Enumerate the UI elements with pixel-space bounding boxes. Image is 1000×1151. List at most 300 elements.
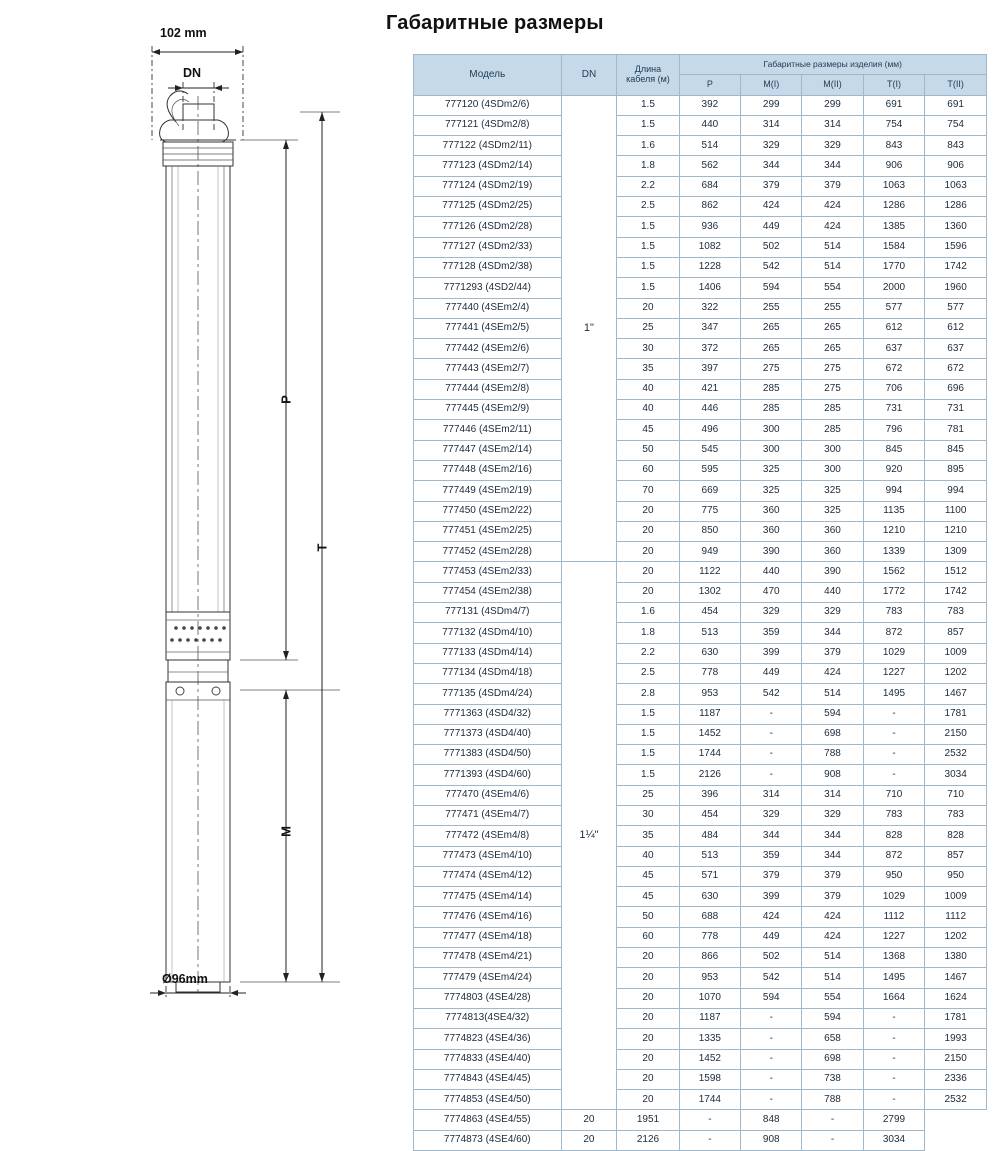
cell-m2: 379 bbox=[802, 643, 863, 663]
cell-t2: 1781 bbox=[925, 1008, 987, 1028]
cell-p: 571 bbox=[679, 866, 741, 886]
cell-m1: - bbox=[741, 1049, 802, 1069]
cell-m2: 379 bbox=[802, 887, 863, 907]
cell-cable-length: 25 bbox=[617, 318, 679, 338]
cell-m2: 848 bbox=[741, 1110, 802, 1130]
cell-cable-length: 35 bbox=[617, 826, 679, 846]
cell-t2: 1360 bbox=[925, 217, 987, 237]
cell-t1: 1227 bbox=[863, 663, 925, 683]
table-row bbox=[414, 927, 987, 947]
cell-model: 777471 (4SEm4/7) bbox=[414, 805, 562, 825]
table-row bbox=[414, 582, 987, 602]
cell-m1: 329 bbox=[741, 136, 802, 156]
cell-t1: 1063 bbox=[863, 176, 925, 196]
cell-model: 777472 (4SEm4/8) bbox=[414, 826, 562, 846]
cell-model: 777133 (4SDm4/14) bbox=[414, 643, 562, 663]
cell-m2: 788 bbox=[802, 745, 863, 765]
cell-model: 777445 (4SEm2/9) bbox=[414, 400, 562, 420]
cell-m2: 908 bbox=[741, 1130, 802, 1150]
table-row bbox=[414, 1130, 987, 1150]
pump-drawing-svg bbox=[0, 0, 380, 1000]
cell-dn-group: 1¼" bbox=[561, 562, 617, 1110]
cell-t2: 845 bbox=[925, 440, 987, 460]
cell-cable-length: 1.5 bbox=[617, 95, 679, 115]
cell-m1: - bbox=[741, 1090, 802, 1110]
cell-t1: - bbox=[863, 1069, 925, 1089]
cell-m2: 424 bbox=[802, 907, 863, 927]
cell-t1: 1368 bbox=[863, 948, 925, 968]
cell-m1: 399 bbox=[741, 643, 802, 663]
cell-t2: 710 bbox=[925, 785, 987, 805]
cell-t2: 2336 bbox=[925, 1069, 987, 1089]
cell-t1: 1495 bbox=[863, 968, 925, 988]
dim-label-m: M bbox=[278, 826, 294, 837]
table-row bbox=[414, 805, 987, 825]
cell-cable-length: 1.5 bbox=[617, 745, 679, 765]
cell-model: 777450 (4SEm2/22) bbox=[414, 501, 562, 521]
cell-t1: 1584 bbox=[863, 237, 925, 257]
table-row bbox=[414, 521, 987, 541]
cell-m1: - bbox=[741, 745, 802, 765]
cell-p: 421 bbox=[679, 379, 741, 399]
cell-t2: 1742 bbox=[925, 257, 987, 277]
cell-t2: 696 bbox=[925, 379, 987, 399]
cell-t1: 2000 bbox=[863, 278, 925, 298]
cell-t2: 781 bbox=[925, 420, 987, 440]
cell-model: 777128 (4SDm2/38) bbox=[414, 257, 562, 277]
cell-cable-length: 1.5 bbox=[617, 765, 679, 785]
cell-cable-length: 50 bbox=[617, 440, 679, 460]
header-dimensions-group: Габаритные размеры изделия (мм) bbox=[679, 55, 986, 75]
cell-m1: 440 bbox=[741, 562, 802, 582]
cell-cable-length: 30 bbox=[617, 805, 679, 825]
cell-m2: 265 bbox=[802, 318, 863, 338]
cell-cable-length: 20 bbox=[617, 948, 679, 968]
cell-model: 777479 (4SEm4/24) bbox=[414, 968, 562, 988]
cell-m2: 344 bbox=[802, 623, 863, 643]
table-row bbox=[414, 278, 987, 298]
cell-t1: 1286 bbox=[863, 197, 925, 217]
cell-m1: 360 bbox=[741, 521, 802, 541]
cell-model: 7774803 (4SE4/28) bbox=[414, 988, 562, 1008]
cell-t2: 1202 bbox=[925, 927, 987, 947]
cell-t1: - bbox=[863, 1090, 925, 1110]
cell-t2: 1009 bbox=[925, 887, 987, 907]
cell-cable-length: 1.5 bbox=[617, 115, 679, 135]
cell-m1: 359 bbox=[741, 623, 802, 643]
cell-m1: 325 bbox=[741, 460, 802, 480]
cell-cable-length: 20 bbox=[617, 968, 679, 988]
cell-p: 454 bbox=[679, 805, 741, 825]
cell-t1: 1562 bbox=[863, 562, 925, 582]
cell-t2: 950 bbox=[925, 866, 987, 886]
cell-m2: 314 bbox=[802, 115, 863, 135]
cell-model: 777449 (4SEm2/19) bbox=[414, 481, 562, 501]
cell-t1: 783 bbox=[863, 603, 925, 623]
cell-cable-length: 30 bbox=[617, 339, 679, 359]
table-row bbox=[414, 379, 987, 399]
table-row bbox=[414, 826, 987, 846]
table-row bbox=[414, 115, 987, 135]
cell-t2: 1624 bbox=[925, 988, 987, 1008]
cell-t2: 1202 bbox=[925, 663, 987, 683]
cell-model: 777131 (4SDm4/7) bbox=[414, 603, 562, 623]
cell-m2: 344 bbox=[802, 156, 863, 176]
cell-m2: 255 bbox=[802, 298, 863, 318]
cell-p: 454 bbox=[679, 603, 741, 623]
cell-p: 936 bbox=[679, 217, 741, 237]
cell-cable-length: 20 bbox=[617, 542, 679, 562]
cell-cable-length: 35 bbox=[617, 359, 679, 379]
table-row bbox=[414, 988, 987, 1008]
cell-model: 777134 (4SDm4/18) bbox=[414, 663, 562, 683]
cell-m2: 344 bbox=[802, 826, 863, 846]
cell-p: 513 bbox=[679, 623, 741, 643]
cell-t2: 612 bbox=[925, 318, 987, 338]
cell-t2: 1309 bbox=[925, 542, 987, 562]
cell-p: 484 bbox=[679, 826, 741, 846]
cell-model: 777478 (4SEm4/21) bbox=[414, 948, 562, 968]
cell-m1: - bbox=[741, 1008, 802, 1028]
cell-model: 777470 (4SEm4/6) bbox=[414, 785, 562, 805]
cell-t2: 1596 bbox=[925, 237, 987, 257]
cell-p: 440 bbox=[679, 115, 741, 135]
cell-model: 777444 (4SEm2/8) bbox=[414, 379, 562, 399]
table-row bbox=[414, 298, 987, 318]
table-row bbox=[414, 1069, 987, 1089]
cell-m2: 788 bbox=[802, 1090, 863, 1110]
table-row bbox=[414, 1029, 987, 1049]
cell-t1: 1495 bbox=[863, 684, 925, 704]
cell-cable-length: 20 bbox=[617, 1008, 679, 1028]
cell-m1: 344 bbox=[741, 826, 802, 846]
cell-t2: 994 bbox=[925, 481, 987, 501]
cell-m2: 554 bbox=[802, 988, 863, 1008]
cell-model: 7771393 (4SD4/60) bbox=[414, 765, 562, 785]
cell-m1: 594 bbox=[741, 278, 802, 298]
dim-label-width: 102 mm bbox=[160, 26, 207, 40]
cell-m1: 379 bbox=[741, 866, 802, 886]
cell-t1: 828 bbox=[863, 826, 925, 846]
dimensions-table-wrapper bbox=[413, 54, 987, 1151]
cell-m2: 594 bbox=[802, 704, 863, 724]
cell-model: 777443 (4SEm2/7) bbox=[414, 359, 562, 379]
cell-model: 777124 (4SDm2/19) bbox=[414, 176, 562, 196]
cell-model: 7774813(4SE4/32) bbox=[414, 1008, 562, 1028]
cell-p: 688 bbox=[679, 907, 741, 927]
page-title: Габаритные размеры bbox=[386, 12, 604, 34]
cell-t2: 857 bbox=[925, 846, 987, 866]
cell-t1: - bbox=[863, 745, 925, 765]
cell-p: 1082 bbox=[679, 237, 741, 257]
cell-m2: 325 bbox=[802, 501, 863, 521]
cell-model: 7771293 (4SD2/44) bbox=[414, 278, 562, 298]
cell-t1: - bbox=[863, 1029, 925, 1049]
cell-cable-length: 60 bbox=[617, 927, 679, 947]
cell-p: 1598 bbox=[679, 1069, 741, 1089]
cell-p: 446 bbox=[679, 400, 741, 420]
cell-m1: 424 bbox=[741, 907, 802, 927]
cell-model: 777473 (4SEm4/10) bbox=[414, 846, 562, 866]
cell-m1: 594 bbox=[741, 988, 802, 1008]
cell-m1: 424 bbox=[741, 197, 802, 217]
cell-m2: 275 bbox=[802, 379, 863, 399]
cell-model: 777123 (4SDm2/14) bbox=[414, 156, 562, 176]
cell-m2: 379 bbox=[802, 176, 863, 196]
cell-cable-length: 20 bbox=[617, 1090, 679, 1110]
cell-t1: 1339 bbox=[863, 542, 925, 562]
cell-t2: 906 bbox=[925, 156, 987, 176]
cell-model: 777454 (4SEm2/38) bbox=[414, 582, 562, 602]
cell-m1: 359 bbox=[741, 846, 802, 866]
cell-p: 396 bbox=[679, 785, 741, 805]
cell-model: 777440 (4SEm2/4) bbox=[414, 298, 562, 318]
cell-t1: 637 bbox=[863, 339, 925, 359]
pump-technical-drawing bbox=[0, 0, 380, 1000]
cell-dn-group: 1" bbox=[561, 95, 617, 562]
cell-cable-length: 1.5 bbox=[617, 704, 679, 724]
cell-m1: - bbox=[741, 704, 802, 724]
cell-t1: 1112 bbox=[863, 907, 925, 927]
cell-t2: 783 bbox=[925, 805, 987, 825]
cell-p: 2126 bbox=[617, 1130, 679, 1150]
cell-t1: 1210 bbox=[863, 521, 925, 541]
cell-m1: 275 bbox=[741, 359, 802, 379]
cell-p: 1452 bbox=[679, 724, 741, 744]
cell-m2: 698 bbox=[802, 724, 863, 744]
cell-t2: 1380 bbox=[925, 948, 987, 968]
cell-cable-length: 1.5 bbox=[617, 257, 679, 277]
cell-m1: 449 bbox=[741, 927, 802, 947]
cell-m2: 285 bbox=[802, 420, 863, 440]
header-m2: M(II) bbox=[802, 75, 863, 95]
cell-cable-length: 25 bbox=[617, 785, 679, 805]
cell-m2: 658 bbox=[802, 1029, 863, 1049]
cell-cable-length: 20 bbox=[617, 1069, 679, 1089]
cell-m2: 329 bbox=[802, 805, 863, 825]
cell-t1: - bbox=[863, 1049, 925, 1069]
table-row bbox=[414, 217, 987, 237]
cell-m1: - bbox=[741, 1069, 802, 1089]
table-row bbox=[414, 460, 987, 480]
dim-label-p: P bbox=[278, 395, 294, 404]
cell-cable-length: 45 bbox=[617, 420, 679, 440]
cell-m2: 514 bbox=[802, 948, 863, 968]
cell-m2: 275 bbox=[802, 359, 863, 379]
table-row bbox=[414, 481, 987, 501]
header-model: Модель bbox=[414, 55, 562, 96]
cell-model: 777452 (4SEm2/28) bbox=[414, 542, 562, 562]
cell-t2: 2532 bbox=[925, 745, 987, 765]
table-row bbox=[414, 968, 987, 988]
cell-p: 862 bbox=[679, 197, 741, 217]
cell-model: 777441 (4SEm2/5) bbox=[414, 318, 562, 338]
cell-model: 777127 (4SDm2/33) bbox=[414, 237, 562, 257]
cell-t2: 1009 bbox=[925, 643, 987, 663]
cell-cable-length: 40 bbox=[617, 846, 679, 866]
cell-m1: 300 bbox=[741, 440, 802, 460]
cell-p: 1070 bbox=[679, 988, 741, 1008]
cell-cable-length: 20 bbox=[617, 501, 679, 521]
cell-model: 777125 (4SDm2/25) bbox=[414, 197, 562, 217]
dim-label-diameter: Ø96mm bbox=[162, 972, 208, 986]
cell-t2: 783 bbox=[925, 603, 987, 623]
cell-p: 513 bbox=[679, 846, 741, 866]
cell-model: 7774843 (4SE4/45) bbox=[414, 1069, 562, 1089]
cell-model: 777451 (4SEm2/25) bbox=[414, 521, 562, 541]
dim-label-dn: DN bbox=[183, 66, 202, 80]
cell-m2: 738 bbox=[802, 1069, 863, 1089]
cell-t2: 1467 bbox=[925, 968, 987, 988]
cell-t1: 1135 bbox=[863, 501, 925, 521]
cell-m2: 424 bbox=[802, 663, 863, 683]
cell-p: 595 bbox=[679, 460, 741, 480]
cell-m2: 329 bbox=[802, 136, 863, 156]
cell-cable-length: 40 bbox=[617, 379, 679, 399]
cell-p: 1744 bbox=[679, 1090, 741, 1110]
cell-t2: 2150 bbox=[925, 1049, 987, 1069]
cell-t2: 1512 bbox=[925, 562, 987, 582]
cell-model: 777453 (4SEm2/33) bbox=[414, 562, 562, 582]
cell-p: 1187 bbox=[679, 1008, 741, 1028]
table-row bbox=[414, 846, 987, 866]
cell-t2: 672 bbox=[925, 359, 987, 379]
cell-m2: 360 bbox=[802, 542, 863, 562]
table-row bbox=[414, 197, 987, 217]
cell-cable-length: 20 bbox=[561, 1130, 617, 1150]
cell-m2: 299 bbox=[802, 95, 863, 115]
cell-t2: 1781 bbox=[925, 704, 987, 724]
cell-t1: 754 bbox=[863, 115, 925, 135]
cell-t1: 612 bbox=[863, 318, 925, 338]
cell-model: 777126 (4SDm2/28) bbox=[414, 217, 562, 237]
cell-t1: 906 bbox=[863, 156, 925, 176]
cell-t2: 2150 bbox=[925, 724, 987, 744]
table-row bbox=[414, 765, 987, 785]
cell-m1: 285 bbox=[741, 379, 802, 399]
cell-t2: 1210 bbox=[925, 521, 987, 541]
cell-cable-length: 60 bbox=[617, 460, 679, 480]
dimensions-table bbox=[413, 54, 987, 1151]
cell-p: 397 bbox=[679, 359, 741, 379]
cell-m1: 379 bbox=[741, 176, 802, 196]
cell-m1: 329 bbox=[741, 805, 802, 825]
cell-t2: 895 bbox=[925, 460, 987, 480]
dim-label-t: T bbox=[314, 543, 330, 552]
table-row bbox=[414, 562, 987, 582]
cell-p: 630 bbox=[679, 887, 741, 907]
cell-p: 514 bbox=[679, 136, 741, 156]
cell-m2: 390 bbox=[802, 562, 863, 582]
cell-p: 1335 bbox=[679, 1029, 741, 1049]
cell-model: 777120 (4SDm2/6) bbox=[414, 95, 562, 115]
cell-t2: 1063 bbox=[925, 176, 987, 196]
table-row bbox=[414, 785, 987, 805]
cell-t2: 3034 bbox=[925, 765, 987, 785]
cell-t1: 731 bbox=[863, 400, 925, 420]
cell-cable-length: 45 bbox=[617, 866, 679, 886]
cell-model: 7771373 (4SD4/40) bbox=[414, 724, 562, 744]
cell-cable-length: 2.2 bbox=[617, 176, 679, 196]
cell-t1: 796 bbox=[863, 420, 925, 440]
cell-t2: 637 bbox=[925, 339, 987, 359]
cell-p: 1187 bbox=[679, 704, 741, 724]
cell-t1: 845 bbox=[863, 440, 925, 460]
cell-cable-length: 20 bbox=[617, 521, 679, 541]
cell-m1: 399 bbox=[741, 887, 802, 907]
cell-t1: 706 bbox=[863, 379, 925, 399]
cell-m1: 344 bbox=[741, 156, 802, 176]
cell-t2: 1993 bbox=[925, 1029, 987, 1049]
cell-t2: 1467 bbox=[925, 684, 987, 704]
table-row bbox=[414, 866, 987, 886]
cell-m1: 300 bbox=[741, 420, 802, 440]
cell-t2: 691 bbox=[925, 95, 987, 115]
cell-m2: 314 bbox=[802, 785, 863, 805]
cell-m1: 314 bbox=[741, 785, 802, 805]
cell-cable-length: 1.8 bbox=[617, 623, 679, 643]
cell-m2: 285 bbox=[802, 400, 863, 420]
cell-cable-length: 20 bbox=[617, 988, 679, 1008]
cell-m2: 594 bbox=[802, 1008, 863, 1028]
cell-p: 953 bbox=[679, 968, 741, 988]
cell-m1: 265 bbox=[741, 318, 802, 338]
cell-cable-length: 1.5 bbox=[617, 278, 679, 298]
cell-m2: 514 bbox=[802, 684, 863, 704]
cell-cable-length: 20 bbox=[617, 582, 679, 602]
cell-m2: 325 bbox=[802, 481, 863, 501]
header-dn: DN bbox=[561, 55, 617, 96]
table-row bbox=[414, 948, 987, 968]
cell-m2: 344 bbox=[802, 846, 863, 866]
cell-p: 1228 bbox=[679, 257, 741, 277]
cell-p: 392 bbox=[679, 95, 741, 115]
cell-model: 777132 (4SDm4/10) bbox=[414, 623, 562, 643]
cell-m2: 514 bbox=[802, 968, 863, 988]
cell-m1: 314 bbox=[741, 115, 802, 135]
cell-model: 7774873 (4SE4/60) bbox=[414, 1130, 562, 1150]
cell-m1: - bbox=[679, 1110, 741, 1130]
cell-m2: 360 bbox=[802, 521, 863, 541]
cell-m1: 542 bbox=[741, 684, 802, 704]
cell-m1: 299 bbox=[741, 95, 802, 115]
cell-m2: 908 bbox=[802, 765, 863, 785]
cell-m2: 554 bbox=[802, 278, 863, 298]
cell-t1: 872 bbox=[863, 623, 925, 643]
cell-m2: 329 bbox=[802, 603, 863, 623]
table-row bbox=[414, 907, 987, 927]
cell-m2: 379 bbox=[802, 866, 863, 886]
table-row bbox=[414, 1049, 987, 1069]
cell-t1: 577 bbox=[863, 298, 925, 318]
cell-model: 777474 (4SEm4/12) bbox=[414, 866, 562, 886]
cell-t2: 1100 bbox=[925, 501, 987, 521]
cell-cable-length: 20 bbox=[561, 1110, 617, 1130]
cell-m2: 300 bbox=[802, 460, 863, 480]
cell-p: 1951 bbox=[617, 1110, 679, 1130]
cell-p: 562 bbox=[679, 156, 741, 176]
cell-model: 777446 (4SEm2/11) bbox=[414, 420, 562, 440]
table-row bbox=[414, 359, 987, 379]
table-row bbox=[414, 176, 987, 196]
cell-t1: 872 bbox=[863, 846, 925, 866]
cell-t1: 710 bbox=[863, 785, 925, 805]
table-row bbox=[414, 440, 987, 460]
cell-model: 777475 (4SEm4/14) bbox=[414, 887, 562, 907]
cell-p: 545 bbox=[679, 440, 741, 460]
header-p: P bbox=[679, 75, 741, 95]
cell-cable-length: 2.8 bbox=[617, 684, 679, 704]
